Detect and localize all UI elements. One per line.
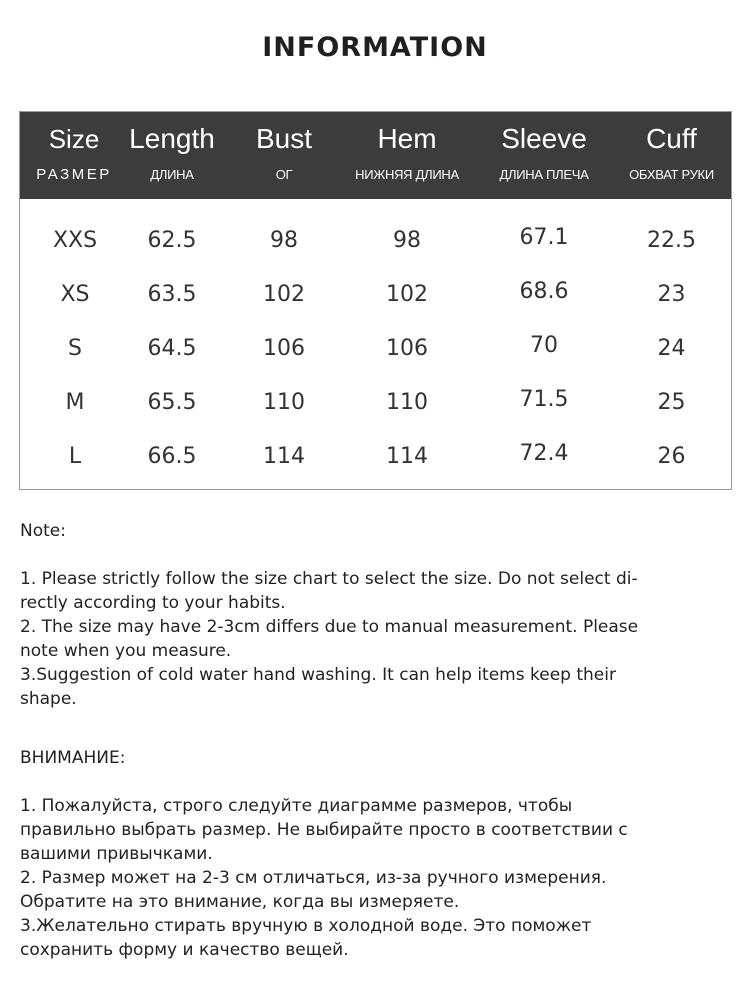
header-size-label: Size <box>48 124 100 154</box>
table-row <box>20 322 731 376</box>
note-heading: Note: <box>20 521 66 541</box>
note-line-ru: 3.Желательно стирать вручную в холодной воде. Это поможет <box>20 916 592 936</box>
cell-sleeve: 72.4 <box>519 441 569 466</box>
cell-hem: 106 <box>386 336 428 361</box>
cell-length: 65.5 <box>147 390 197 415</box>
cell-bust: 110 <box>263 390 305 415</box>
note-line: 3.Suggestion of cold water hand washing. It can help items keep their <box>20 665 616 685</box>
header-length <box>114 112 230 199</box>
cell-bust: 102 <box>263 282 305 307</box>
page-title: INFORMATION <box>262 32 488 63</box>
header-sleeve-label-ru: ДЛИНА ПЛЕЧА <box>499 167 589 182</box>
table-row <box>20 214 731 268</box>
cell-bust: 98 <box>270 228 298 253</box>
cell-sleeve: 71.5 <box>519 387 569 412</box>
note-heading-ru: ВНИМАНИЕ: <box>20 748 126 768</box>
header-size <box>20 112 128 199</box>
table-row <box>20 430 731 484</box>
cell-hem: 114 <box>386 444 428 469</box>
header-hem-label: Hem <box>377 123 437 154</box>
cell-cuff: 23 <box>657 282 686 307</box>
note-section-en <box>20 519 720 711</box>
header-bust <box>230 112 338 199</box>
size-chart-table <box>19 111 732 490</box>
header-bust-label: Bust <box>255 123 313 154</box>
note-line: rectly according to your habits. <box>20 593 286 613</box>
cell-length: 63.5 <box>147 282 197 307</box>
cell-sleeve: 68.6 <box>519 279 569 304</box>
note-line-ru: сохранить форму и качество вещей. <box>20 940 349 960</box>
cell-bust: 106 <box>263 336 305 361</box>
cell-cuff: 22.5 <box>647 228 696 253</box>
cell-cuff: 24 <box>657 336 686 361</box>
header-cuff-label: Cuff <box>646 123 697 154</box>
table-row <box>20 268 731 322</box>
cell-size: XXS <box>52 228 98 253</box>
note-line-ru: правильно выбрать размер. Не выбирайте просто в соответствии с <box>20 820 628 840</box>
cell-hem: 102 <box>386 282 428 307</box>
header-length-label-ru: ДЛИНА <box>150 167 194 182</box>
header-sleeve <box>476 112 612 199</box>
cell-size: M <box>65 390 85 415</box>
cell-cuff: 25 <box>657 390 686 415</box>
note-line-ru: 2. Размер может на 2-3 см отличаться, из-за ручного измерения. <box>20 868 607 888</box>
cell-sleeve: 70 <box>530 333 558 358</box>
cell-size: S <box>68 336 82 361</box>
note-line-ru: Обратите на это внимание, когда вы измеряете. <box>20 892 460 912</box>
note-line-ru: 1. Пожалуйста, строго следуйте диаграмме размеров, чтобы <box>20 796 573 816</box>
note-line-ru: вашими привычками. <box>20 844 213 864</box>
header-hem-label-ru: НИЖНЯЯ ДЛИНА <box>355 167 459 182</box>
note-section-ru <box>20 746 720 962</box>
table-row <box>20 376 731 430</box>
cell-length: 62.5 <box>147 228 197 253</box>
header-sleeve-label: Sleeve <box>501 123 587 154</box>
cell-size: L <box>68 444 82 469</box>
cell-size: XS <box>60 282 90 307</box>
cell-bust: 114 <box>263 444 305 469</box>
note-line: note when you measure. <box>20 641 232 661</box>
cell-cuff: 26 <box>657 444 686 469</box>
cell-length: 64.5 <box>147 336 197 361</box>
header-length-label: Length <box>129 123 215 154</box>
cell-hem: 110 <box>386 390 428 415</box>
note-line: 1. Please strictly follow the size chart to select the size. Do not select di- <box>20 569 638 589</box>
header-size-label-ru: РАЗМЕР <box>36 166 112 183</box>
header-bust-label-ru: ОГ <box>275 167 293 182</box>
cell-hem: 98 <box>393 228 421 253</box>
table-header <box>20 112 731 199</box>
note-line: shape. <box>20 689 77 709</box>
header-cuff <box>612 112 731 199</box>
header-cuff-label-ru: ОБХВАТ РУКИ <box>629 167 714 182</box>
note-line: 2. The size may have 2-3cm differs due to manual measurement. Please <box>20 617 639 637</box>
header-hem <box>338 112 476 199</box>
cell-sleeve: 67.1 <box>519 225 569 250</box>
cell-length: 66.5 <box>147 444 197 469</box>
